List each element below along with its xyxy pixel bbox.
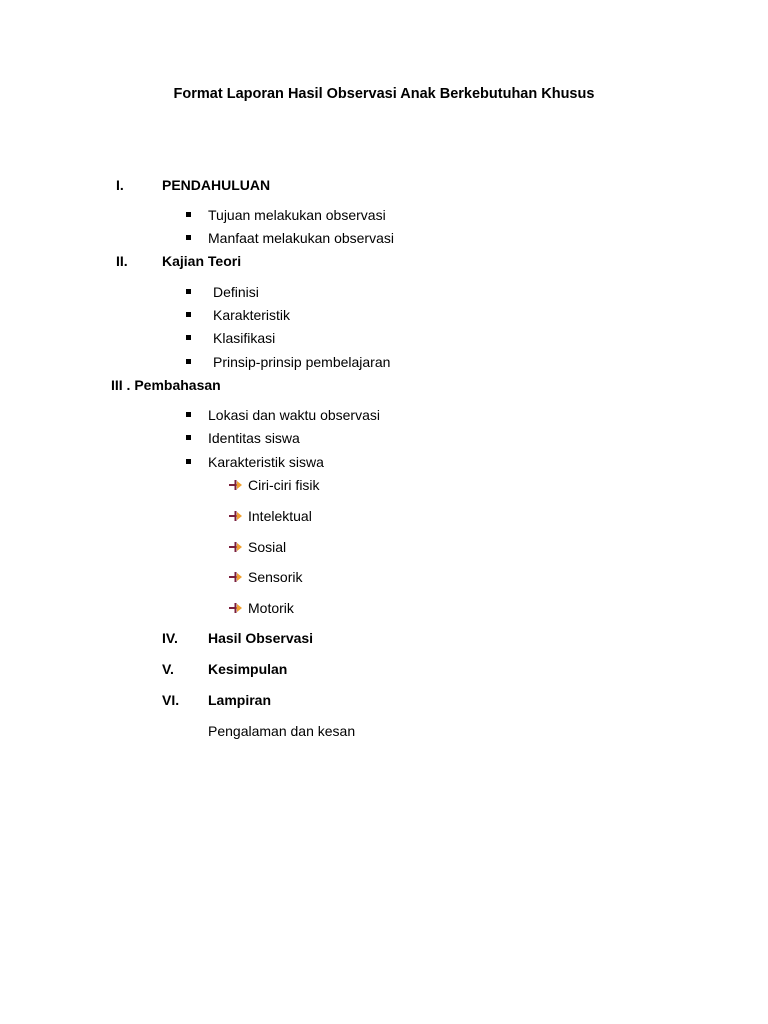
square-bullet-icon bbox=[186, 235, 191, 240]
list-item: Definisi bbox=[213, 284, 259, 300]
section-1-heading: PENDAHULUAN bbox=[162, 177, 271, 193]
list-item: Identitas siswa bbox=[208, 430, 300, 446]
square-bullet-icon bbox=[186, 359, 191, 364]
square-bullet-icon bbox=[186, 289, 191, 294]
section-2-number: II. bbox=[116, 253, 128, 269]
section-6-note: Pengalaman dan kesan bbox=[208, 723, 356, 739]
arrow-plus-icon bbox=[228, 478, 244, 492]
sub-list-item: Ciri-ciri fisik bbox=[248, 477, 320, 493]
sub-list-item: Sensorik bbox=[248, 569, 303, 585]
list-item: Karakteristik bbox=[213, 307, 291, 323]
arrow-plus-icon bbox=[228, 570, 244, 584]
square-bullet-icon bbox=[186, 412, 191, 417]
section-6-heading: Lampiran bbox=[208, 692, 272, 708]
section-6-number: VI. bbox=[162, 692, 180, 708]
sub-list-item: Intelektual bbox=[248, 508, 312, 524]
section-4-number: IV. bbox=[162, 630, 178, 646]
square-bullet-icon bbox=[186, 335, 191, 340]
sub-list-item: Motorik bbox=[248, 600, 294, 616]
square-bullet-icon bbox=[186, 212, 191, 217]
arrow-plus-icon bbox=[228, 540, 244, 554]
list-item: Lokasi dan waktu observasi bbox=[208, 407, 380, 423]
arrow-plus-icon bbox=[228, 509, 244, 523]
arrow-plus-icon bbox=[228, 601, 244, 615]
section-2-heading: Kajian Teori bbox=[162, 253, 242, 269]
section-1-number: I. bbox=[116, 177, 124, 193]
section-5-heading: Kesimpulan bbox=[208, 661, 288, 677]
list-item: Karakteristik siswa bbox=[208, 454, 324, 470]
section-3-heading: III . Pembahasan bbox=[111, 377, 221, 393]
list-item: Klasifikasi bbox=[213, 330, 276, 346]
document-title: Format Laporan Hasil Observasi Anak Berkebutuhan Khusus bbox=[173, 86, 595, 102]
section-4-heading: Hasil Observasi bbox=[208, 630, 314, 646]
square-bullet-icon bbox=[186, 435, 191, 440]
list-item: Prinsip-prinsip pembelajaran bbox=[213, 354, 391, 370]
sub-list-item: Sosial bbox=[248, 539, 287, 555]
section-5-number: V. bbox=[162, 661, 174, 677]
square-bullet-icon bbox=[186, 459, 191, 464]
list-item: Manfaat melakukan observasi bbox=[208, 230, 394, 246]
square-bullet-icon bbox=[186, 312, 191, 317]
list-item: Tujuan melakukan observasi bbox=[208, 207, 386, 223]
